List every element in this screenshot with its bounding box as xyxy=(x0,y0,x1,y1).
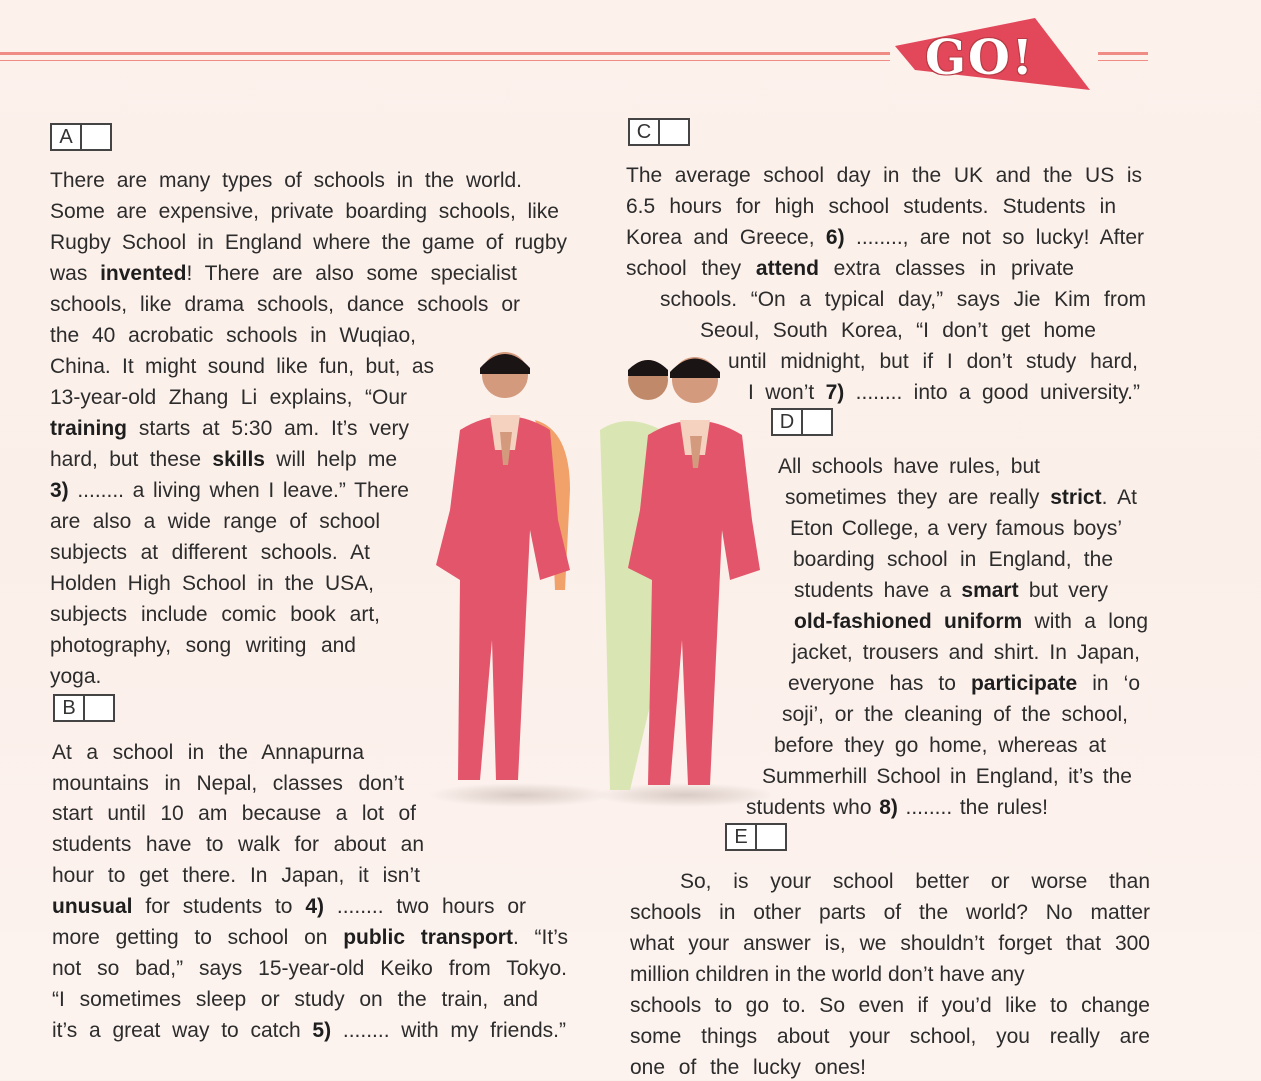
section-e-line: some things about your school, you really are xyxy=(630,1025,1150,1048)
section-b-line: students have to walk for about an xyxy=(52,833,424,856)
vocabulary-word: 3) xyxy=(50,479,69,502)
section-d-line: sometimes they are really strict. At xyxy=(785,486,1137,509)
vocabulary-word: 5) xyxy=(312,1019,332,1042)
section-d-line: old-fashioned uniform with a long xyxy=(794,610,1148,633)
section-b-line: hour to get there. In Japan, it isn’t xyxy=(52,864,420,887)
section-c-letter: C xyxy=(630,120,660,144)
section-c-line: 6.5 hours for high school students. Students in xyxy=(626,195,1116,218)
vocabulary-word: 7) xyxy=(825,381,845,404)
section-b-line: “I sometimes sleep or study on the train, and xyxy=(52,988,538,1011)
section-b-label xyxy=(53,694,115,722)
section-a-line: subjects include comic book art, xyxy=(50,603,380,626)
vocabulary-word: public transport xyxy=(343,926,513,949)
section-d-line: jacket, trousers and shirt. In Japan, xyxy=(792,641,1140,664)
section-d-letter: D xyxy=(773,410,803,434)
vocabulary-word: skills xyxy=(212,448,265,471)
section-d-line: students have a smart but very xyxy=(794,579,1108,602)
header-rule-right xyxy=(1098,52,1148,55)
header-rule-right-thin xyxy=(1098,60,1148,61)
section-a-line: are also a wide range of school xyxy=(50,510,380,533)
section-a-line: photography, song writing and xyxy=(50,634,356,657)
section-e-line: million children in the world don’t have any xyxy=(630,963,1025,986)
section-d-line: Summerhill School in England, it’s the xyxy=(762,765,1132,788)
section-c-line: Seoul, South Korea, “I don’t get home xyxy=(700,319,1096,342)
section-b-line: mountains in Nepal, classes don’t xyxy=(52,772,404,795)
section-c-line: school they attend extra classes in private xyxy=(626,257,1074,280)
section-d-line: boarding school in England, the xyxy=(793,548,1113,571)
section-d-label xyxy=(771,408,833,436)
vocabulary-word: 6) xyxy=(825,226,845,249)
section-a-line: Rugby School in England where the game of rugby xyxy=(50,231,567,254)
section-a-line: There are many types of schools in the world. xyxy=(50,169,522,192)
section-a-line: Some are expensive, private boarding schools, like xyxy=(50,200,559,223)
section-c-line: The average school day in the UK and the US is xyxy=(626,164,1142,187)
vocabulary-word: attend xyxy=(755,257,819,280)
section-c-line: schools. “On a typical day,” says Jie Kim from xyxy=(660,288,1146,311)
section-b-line: not so bad,” says 15-year-old Keiko from Tokyo. xyxy=(52,957,567,980)
section-b-line: unusual for students to 4) ........ two hours or xyxy=(52,895,526,918)
section-c-line: I won’t 7) ........ into a good university.” xyxy=(748,381,1140,404)
section-a-line: was invented! There are also some specialist xyxy=(50,262,517,285)
section-a-line: the 40 acrobatic schools in Wuqiao, xyxy=(50,324,416,347)
section-b-line: more getting to school on public transport. “It’s xyxy=(52,926,568,949)
vocabulary-word: 4) xyxy=(305,895,325,918)
section-b-letter: B xyxy=(55,696,85,720)
vocabulary-word: participate xyxy=(970,672,1078,695)
section-d-line: soji’, or the cleaning of the school, xyxy=(782,703,1128,726)
section-c-line: until midnight, but if I don’t study hard, xyxy=(728,350,1138,373)
section-a-line: 3) ........ a living when I leave.” There xyxy=(50,479,409,502)
section-a-line: training starts at 5:30 am. It’s very xyxy=(50,417,409,440)
vocabulary-word: 8) xyxy=(879,796,898,819)
vocabulary-word: invented xyxy=(100,262,187,285)
vocabulary-word: old-fashioned uniform xyxy=(794,610,1023,633)
header-rule xyxy=(0,52,890,55)
section-d-line: students who 8) ........ the rules! xyxy=(746,796,1048,819)
section-d-line: All schools have rules, but xyxy=(778,455,1040,478)
vocabulary-word: unusual xyxy=(52,895,133,918)
section-e-letter: E xyxy=(727,825,757,849)
section-a-line: hard, but these skills will help me xyxy=(50,448,397,471)
section-a-label xyxy=(50,123,112,151)
section-c-label xyxy=(628,118,690,146)
section-b-line: it’s a great way to catch 5) ........ with my friends.” xyxy=(52,1019,567,1042)
acrobatic-students-photo xyxy=(430,340,770,810)
section-a-letter: A xyxy=(52,125,82,149)
vocabulary-word: training xyxy=(50,417,127,440)
section-d-line: Eton College, a very famous boys’ xyxy=(790,517,1122,540)
section-a-line: subjects at different schools. At xyxy=(50,541,370,564)
section-b-line: At a school in the Annapurna xyxy=(52,741,364,764)
section-b-line: start until 10 am because a lot of xyxy=(52,802,416,825)
section-a-line: Holden High School in the USA, xyxy=(50,572,374,595)
section-e-line: what your answer is, we shouldn’t forget that 300 xyxy=(630,932,1150,955)
section-a-line: schools, like drama schools, dance schools or xyxy=(50,293,520,316)
section-d-line: everyone has to participate in ‘o xyxy=(788,672,1140,695)
section-d-line: before they go home, whereas at xyxy=(774,734,1106,757)
go-banner-title: GO! xyxy=(925,30,1035,86)
section-e-line: schools in other parts of the world? No matter xyxy=(630,901,1150,924)
section-a-line: 13-year-old Zhang Li explains, “Our xyxy=(50,386,407,409)
section-e-line: one of the lucky ones! xyxy=(630,1056,866,1079)
section-e-label xyxy=(725,823,787,851)
vocabulary-word: strict xyxy=(1050,486,1102,509)
section-c-line: Korea and Greece, 6) ........, are not so lucky! After xyxy=(626,226,1144,249)
header-rule-thin xyxy=(0,60,890,61)
section-e-line: So, is your school better or worse than xyxy=(680,870,1150,893)
vocabulary-word: smart xyxy=(961,579,1019,602)
section-a-line: China. It might sound like fun, but, as xyxy=(50,355,434,378)
section-e-line: schools to go to. So even if you’d like to change xyxy=(630,994,1150,1017)
section-a-line: yoga. xyxy=(50,665,102,688)
